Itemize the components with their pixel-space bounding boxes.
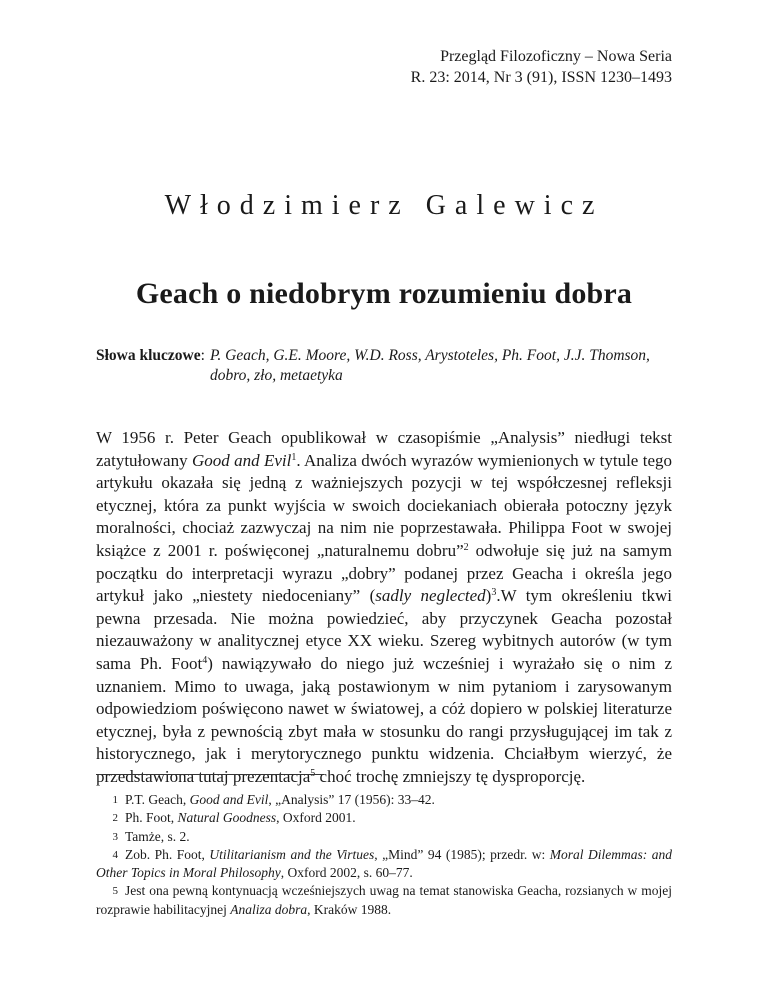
footnote-text: Tamże, s. 2. [125, 828, 190, 844]
footnote-text: , Oxford 2001. [276, 810, 356, 826]
article-title: Geach o niedobrym rozumieniu dobra [135, 277, 633, 310]
footnote-ref: 3 [491, 587, 497, 599]
text-run: ) [485, 586, 492, 606]
keywords-colon: : [200, 347, 205, 364]
text-run: ) nawiązywało do niego już wcześniej i wyrażało się o nim z uznaniem. Mimo to uwaga, jaką postawionym w nim pytaniom i zarysowanym odpowiedziom poświęcono nawet w światowej, a cóż dopiero w polskiej literaturze etycznej, była z pewnością zbyt mała w stosunku do rangi przysługującej im tak z historycznego, jak i merytorycznego punktu widzenia. Chciałbym wierzyć, że przedstawiona tutaj prezentacja [96, 653, 672, 786]
footnote-number: 3 [112, 830, 118, 843]
footnote-ref: 5 [310, 767, 316, 779]
text-run: . Analiza dwóch wyrazów wymienionych w tytule tego artykułu okazała się jedną z ważniejszych pozycji w tej współczesnej refleksji etycznej, która za punkt wyjścia w swoich dociekaniach obierała potoczny język moralności, chociaż zazwyczaj na nim nie poprzestawała. Philippa Foot w swojej książce z 2001 r. poświęconej „naturalnemu dobru” [96, 450, 672, 560]
text-run: odwołuje się już na samym początku do interpretacji wyrazu „dobry” podanej przez Geacha i określa jego artykuł jako „niestety niedoceniany” ( [96, 540, 672, 606]
footnote [96, 809, 672, 827]
body-text [96, 427, 672, 789]
footnote-text: , „Mind” 94 (1985); przedr. w: [374, 846, 550, 862]
footnote-divider [96, 774, 324, 775]
footnote-ref: 1 [291, 451, 297, 463]
text-run: choć trochę zmniejszy tę dysproporcję. [315, 766, 586, 786]
footnote-italic: Moral Dilemmas: and Other Topics in Moral Philosophy [96, 846, 672, 881]
text-run: .W tym określeniu tkwi pewna przesada. Nie można powiedzieć, aby przyczynek Geacha pozostał niezauważony w analitycznej etyce XX wieku. Szereg wybitnych autorów (w tym sama Ph. Foot [96, 586, 672, 673]
footnote-text: , Kraków 1988. [307, 901, 392, 917]
footnote-text: Ph. Foot, [125, 810, 178, 826]
footnote-text: Jest ona pewną kontynuacją wcześniejszych uwag na temat stanowiska Geacha, rozsianych w mojej rozprawie habilitacyjnej [96, 883, 672, 917]
footnote-italic: Utilitarianism and the Virtues [209, 846, 375, 862]
footnote-text: , „Analysis” 17 (1956): 33–42. [268, 792, 435, 807]
footnote-text: Zob. Ph. Foot, [125, 846, 210, 862]
footnote-italic: Natural Goodness [177, 810, 277, 826]
keywords [96, 346, 672, 386]
keywords-label: Słowa kluczowe [96, 347, 201, 364]
journal-header [411, 46, 672, 88]
keywords-text: P. Geach, G.E. Moore, W.D. Ross, Arystoteles, Ph. Foot, J.J. Thomson, dobro, zło, metaetyka [209, 347, 650, 384]
footnote-number: 4 [112, 848, 118, 861]
footnotes [96, 791, 672, 919]
italic-phrase: sadly neglected [375, 586, 486, 606]
text-run: W 1956 r. Peter Geach opublikował w czasopiśmie „Analysis” niedługi tekst zatytułowany [96, 428, 672, 470]
author-name: Włodzimierz Galewicz [164, 190, 604, 221]
footnote-ref: 4 [202, 654, 208, 666]
footnote-text: P.T. Geach, [125, 792, 190, 807]
footnote [96, 791, 672, 809]
journal-name: Przegląd Filozoficzny – Nowa Seria [440, 48, 672, 65]
footnote-italic: Analiza dobra [230, 901, 308, 917]
italic-title: Good and Evil [191, 450, 292, 470]
footnote-number: 1 [112, 794, 118, 806]
journal-issue: R. 23: 2014, Nr 3 (91), ISSN 1230–1493 [410, 69, 672, 86]
footnote [96, 828, 672, 846]
footnote [96, 882, 672, 919]
footnote-number: 2 [112, 812, 118, 825]
footnote-ref: 2 [463, 541, 469, 553]
footnote-text: , Oxford 2002, s. 60–77. [280, 865, 413, 881]
footnote-italic: Good and Evil [189, 792, 269, 807]
footnote [96, 846, 672, 883]
paragraph [96, 427, 672, 789]
footnote-number: 5 [112, 885, 118, 898]
